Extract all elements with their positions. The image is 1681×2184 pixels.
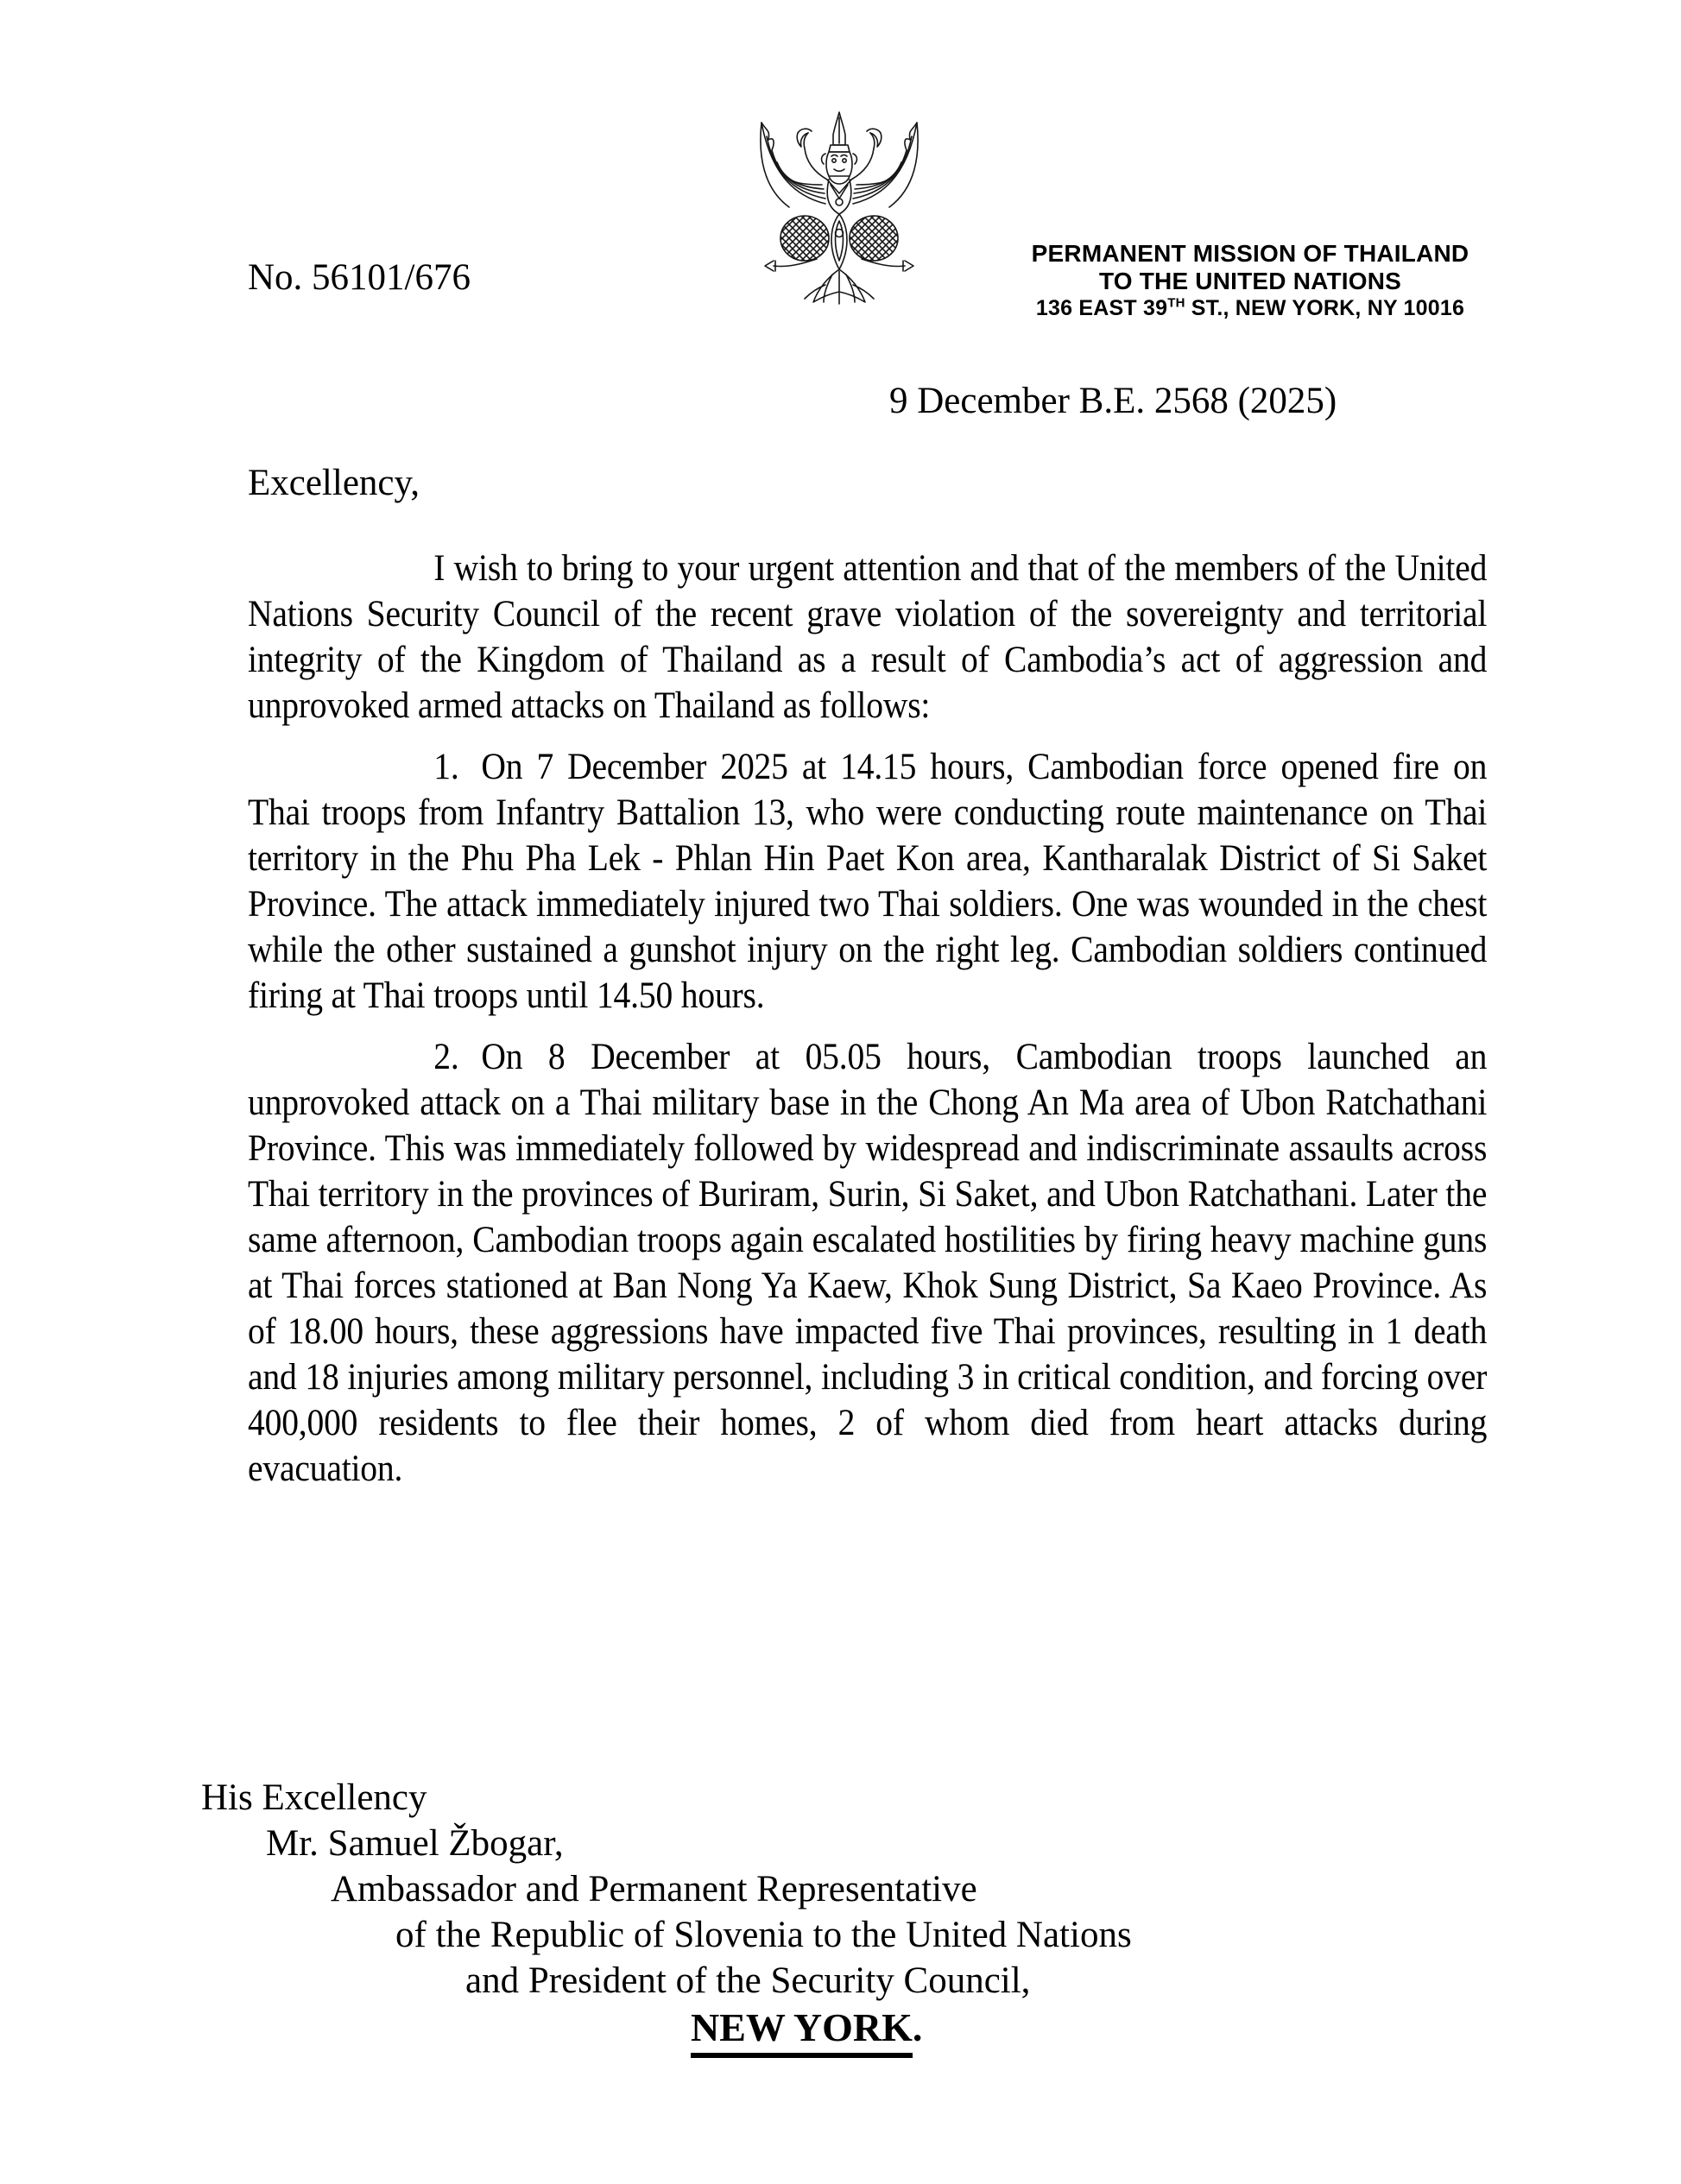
addressee-city: NEW YORK — [691, 2004, 913, 2058]
addressee-title-continued: of the Republic of Slovenia to the United Nations — [395, 1915, 1132, 1955]
addressee-name: Mr. Samuel Žbogar, — [266, 1823, 564, 1864]
addressee-city-line — [201, 2004, 1132, 2058]
paragraph-number: 2. — [433, 1037, 459, 1077]
addressee-block — [201, 1775, 1132, 2058]
address-ordinal-suffix: TH — [1167, 295, 1185, 311]
letter-date: 9 December B.E. 2568 (2025) — [889, 381, 1337, 421]
addressee-title: Ambassador and Permanent Representative — [331, 1869, 977, 1909]
reference-number: No. 56101/676 — [248, 257, 471, 298]
numbered-paragraph-2 — [248, 1034, 1487, 1492]
paragraph-text: On 8 December at 05.05 hours, Cambodian troops launched an unprovoked attack on a Thai military base in the Chong An Ma area of Ubon Ratchathani Province. This was immediately followed by widespread and indiscriminate assaults across Thai territory in the provinces of Buriram, Surin, Si Saket, and Ubon Ratchathani. Later the same afternoon, Cambodian troops again escalated hostilities by firing heavy machine guns at Thai forces stationed at Ban Nong Ya Kaew, Khok Sung District, Sa Kaeo Province. As of 18.00 hours, these aggressions have impacted five Thai provinces, resulting in 1 death and 18 injuries among military personnel, including 3 in critical condition, and forcing over 400,000 residents to flee their homes, 2 of whom died from heart attacks during evacuation. — [248, 1037, 1488, 1489]
numbered-paragraph-1 — [248, 744, 1487, 1019]
salutation: Excellency, — [248, 463, 420, 503]
addressee-city-period: . — [912, 2005, 923, 2049]
address-street-pre: 136 EAST 39 — [1035, 296, 1168, 320]
paragraph-number: 1. — [433, 747, 459, 787]
mission-name-line: PERMANENT MISSION OF THAILAND — [1031, 240, 1469, 267]
addressee-role: and President of the Security Council, — [465, 1960, 1031, 2001]
paragraph-text: On 7 December 2025 at 14.15 hours, Cambodian force opened fire on Thai troops from Infantry Battalion 13, who were conducting route maintenance on Thai territory in the Phu Pha Lek - Phlan Hin Paet Kon area, Kantharalak District of Si Saket Province. The attack immediately injured two Thai soldiers. One was wounded in the chest while the other sustained a gunshot injury on the right leg. Cambodian soldiers continued firing at Thai troops until 14.50 hours. — [248, 747, 1488, 1016]
mission-address-line — [1027, 295, 1473, 321]
letterhead — [1027, 240, 1473, 321]
intro-paragraph — [248, 546, 1487, 729]
addressee-honorific: His Excellency — [201, 1777, 427, 1818]
letter-body — [248, 546, 1487, 1507]
thai-garuda-emblem-icon — [748, 107, 931, 309]
address-street-post: ST., NEW YORK, NY 10016 — [1185, 296, 1465, 320]
paragraph-text: I wish to bring to your urgent attention and that of the members of the United Nations Security Council of the recent grave violation of the sovereignty and territorial integrity of the Kingdom of Thailand as a result of Cambodia’s act of aggression and unprovoked armed attacks on Thailand as follows: — [248, 548, 1488, 726]
mission-name-line2: TO THE UNITED NATIONS — [1098, 268, 1402, 294]
